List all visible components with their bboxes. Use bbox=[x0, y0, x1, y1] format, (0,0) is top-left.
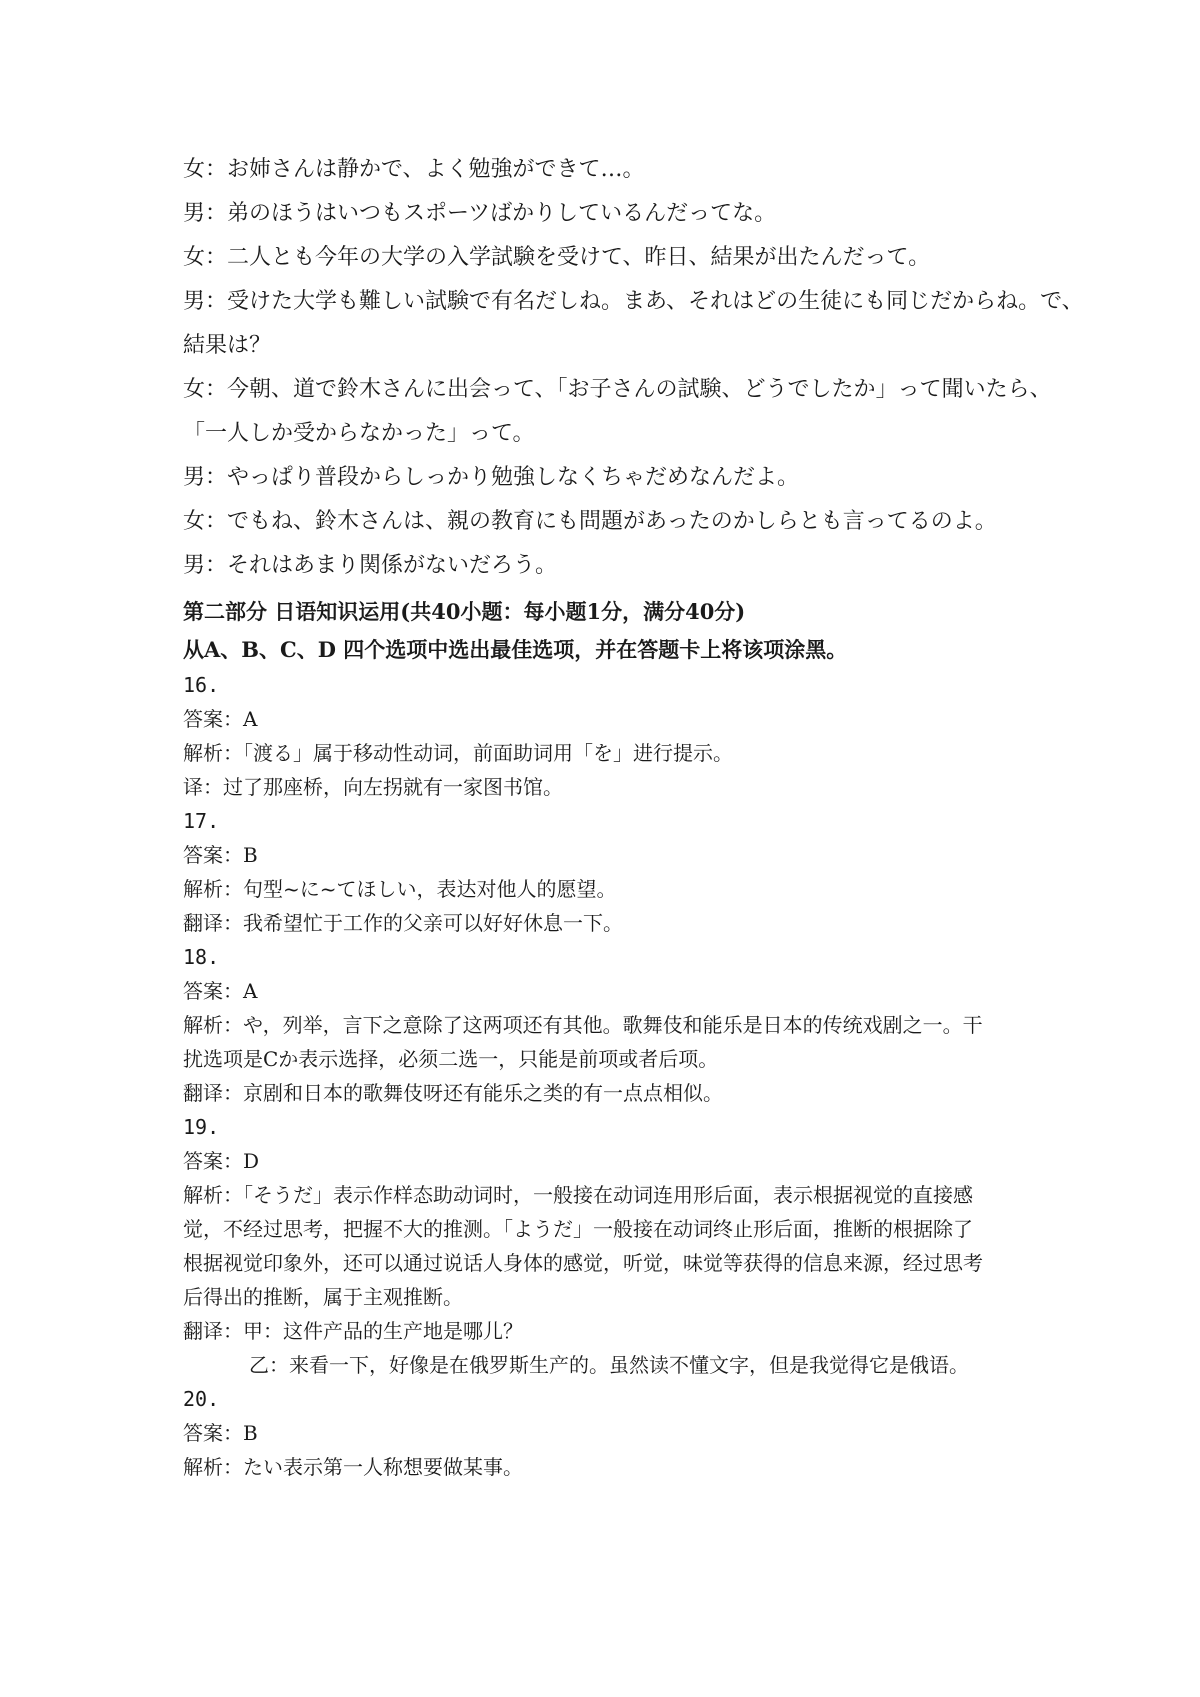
explanation-line: 根据视觉印象外，还可以通过说话人身体的感觉，听觉，味觉等获得的信息来源，经过思考 bbox=[183, 1251, 983, 1275]
translation-line: 翻译：我希望忙于工作的父亲可以好好休息一下。 bbox=[183, 911, 623, 935]
explanation-line: 觉，不经过思考，把握不大的推测。「ようだ」一般接在动词终止形后面，推断的根据除了 bbox=[183, 1217, 973, 1241]
translation-line: 乙：来看一下，好像是在俄罗斯生产的。虽然读不懂文字，但是我觉得它是俄语。 bbox=[249, 1353, 969, 1377]
question-number: 19. bbox=[183, 1115, 220, 1139]
section-heading: 第二部分 日语知识运用(共40小题：每小题1分，满分40分) bbox=[183, 599, 746, 624]
explanation-line: 解析：や，列举，言下之意除了这两项还有其他。歌舞伎和能乐是日本的传统戏剧之一。干 bbox=[183, 1013, 983, 1037]
explanation-line: 扰选项是Cか表示选择，必须二选一，只能是前项或者后项。 bbox=[183, 1047, 719, 1071]
explanation-line: 解析：句型~に~てほしい，表达对他人的愿望。 bbox=[183, 877, 617, 901]
answer-line: 答案：D bbox=[183, 1149, 260, 1173]
explanation-line: 解析：たい表示第一人称想要做某事。 bbox=[183, 1455, 523, 1479]
question-number: 16. bbox=[183, 673, 220, 697]
dialogue-line: 女：お姉さんは静かで、よく勉強ができて…。 bbox=[183, 157, 645, 182]
explanation-line: 解析：「渡る」属于移动性动词，前面助词用「を」进行提示。 bbox=[183, 741, 733, 765]
dialogue-line: 男：やっぱり普段からしっかり勉強しなくちゃだめなんだよ。 bbox=[183, 465, 800, 490]
dialogue-line: 結果は？ bbox=[183, 333, 272, 358]
document-body bbox=[183, 148, 1084, 1484]
translation-line: 翻译：京剧和日本的歌舞伎呀还有能乐之类的有一点点相似。 bbox=[183, 1081, 723, 1105]
dialogue-line: 女：でもね、鈴木さんは、親の教育にも問題があったのかしらとも言ってるのよ。 bbox=[183, 509, 997, 534]
explanation-line: 后得出的推断，属于主观推断。 bbox=[183, 1285, 463, 1309]
listening-dialogue bbox=[183, 148, 1084, 588]
answer-line: 答案：A bbox=[183, 979, 258, 1003]
question-number: 20. bbox=[183, 1387, 220, 1411]
answer-line: 答案：B bbox=[183, 843, 258, 867]
translation-line: 翻译：甲：这件产品的生产地是哪儿？ bbox=[183, 1319, 523, 1343]
dialogue-line: 「一人しか受からなかった」って。 bbox=[183, 421, 535, 446]
dialogue-line: 女：今朝、道で鈴木さんに出会って、「お子さんの試験、どうでしたか」って聞いたら、 bbox=[183, 377, 1052, 402]
answer-line: 答案：B bbox=[183, 1421, 258, 1445]
question-number: 18. bbox=[183, 945, 220, 969]
answer-line: 答案：A bbox=[183, 707, 258, 731]
translation-line: 译：过了那座桥，向左拐就有一家图书馆。 bbox=[183, 775, 563, 799]
dialogue-line: 男：受けた大学も難しい試験で有名だしね。まあ、それはどの生徒にも同じだからね。で、 bbox=[183, 289, 1084, 314]
explanation-line: 解析：「そうだ」表示作样态助动词时，一般接在动词连用形后面，表示根据视觉的直接感 bbox=[183, 1183, 973, 1207]
answer-explanations bbox=[183, 668, 1043, 1484]
question-number: 17. bbox=[183, 809, 220, 833]
dialogue-line: 男：それはあまり関係がないだろう。 bbox=[183, 553, 558, 578]
dialogue-line: 男：弟のほうはいつもスポーツばかりしているんだってな。 bbox=[183, 201, 777, 226]
section-instruction: 从A、B、C、D 四个选项中选出最佳选项，并在答题卡上将该项涂黑。 bbox=[183, 637, 848, 662]
dialogue-line: 女：二人とも今年の大学の入学試験を受けて、昨日、結果が出たんだって。 bbox=[183, 245, 931, 270]
